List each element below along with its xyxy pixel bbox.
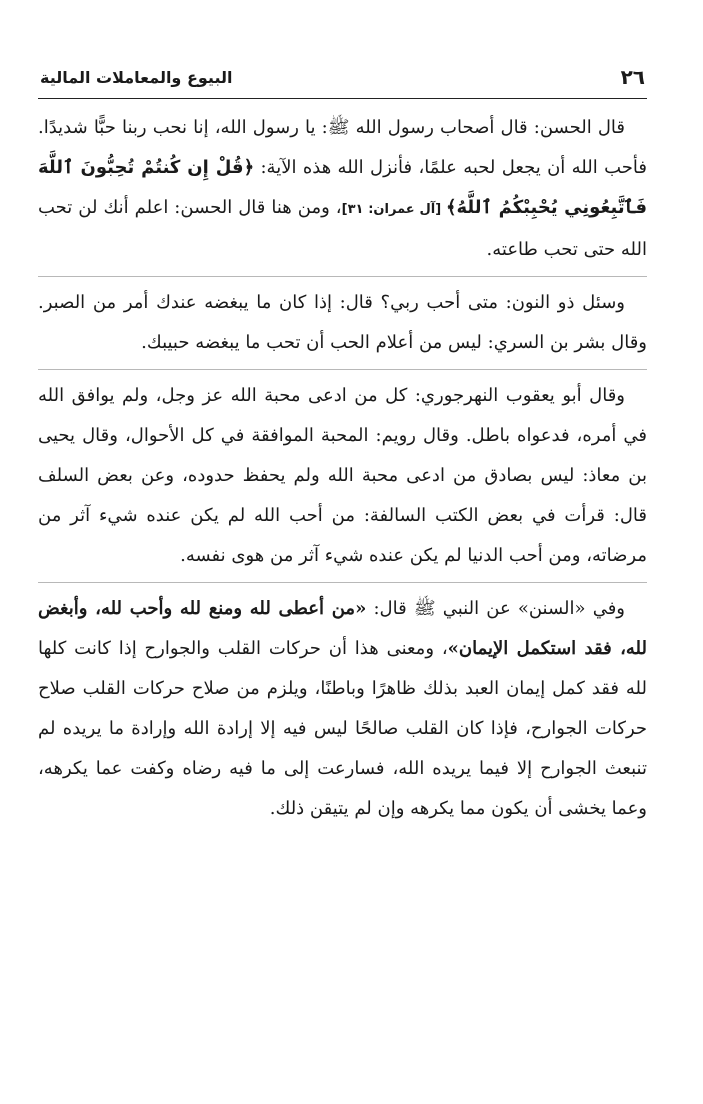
page-number: ٢٦ <box>620 65 645 89</box>
paragraph-3 <box>38 376 647 576</box>
page-header <box>40 60 645 94</box>
paragraph-separator <box>38 582 647 583</box>
body-text <box>38 108 647 829</box>
paragraph-2: وسئل ذو النون: متى أحب ربي؟ قال: إذا كان ما يبغضه عندك أمر من الصبر. وقال بشر بن السري: ليس من أعلام الحب أن تحب ما يبغضه حبيبك. <box>38 292 647 353</box>
quran-verse: ﴿قُلْ إِن كُنتُمْ تُحِبُّونَ ٱللَّهَ فَٱتَّبِعُونِي يُحْبِبْكُمُ ٱللَّهُ﴾ <box>38 157 647 218</box>
header-rule <box>38 98 647 99</box>
paragraph-separator <box>38 369 647 370</box>
running-title: البيوع والمعاملات المالية <box>40 67 233 87</box>
paragraph-1-text-a: قال الحسن: قال أصحاب رسول الله ﷺ: يا رسول الله، إنا نحب ربنا حبًّا شديدًا. فأحب الله أن يجعل لحبه علمًا، فأنزل الله هذه الآية: <box>38 117 647 178</box>
paragraph-4 <box>38 589 647 829</box>
paragraph-1 <box>38 108 647 270</box>
paragraph-separator <box>38 276 647 277</box>
verse-reference: [آل عمران: ٣١] <box>341 202 446 217</box>
paragraph-3-text-a: وقال أبو يعقوب النهرجوري: كل من ادعى محبة الله عز وجل، ولم يوافق الله في أمره، فدعواه باطل. وقال رويم: المحبة الموافقة في كل الأحوال، وقال يحيى بن معاذ: ليس بصادق من ادعى محبة الله ولم يحفظ حدوده، وعن بعض السلف قال: قرأت في بعض الكتب السالفة: <box>38 385 647 526</box>
paragraph-4-text-a: وفي «السنن» عن النبي ﷺ قال: <box>366 598 625 619</box>
paragraph-3-text-b: من أحب الله لم يكن عنده شيء آثر من مرضاته، ومن أحب الدنيا لم يكن عنده شيء آثر من هوى نفسه. <box>38 505 647 566</box>
hadith-quote: «من أعطى لله ومنع لله وأحب لله، وأبغض لله، فقد استكمل الإيمان» <box>38 598 647 659</box>
paragraph-1-text-b: ، ومن هنا قال الحسن: اعلم أنك لن تحب الله حتى تحب طاعته. <box>38 197 647 260</box>
paragraph-4-text-b: ، ومعنى هذا أن حركات القلب والجوارح إذا كانت كلها لله فقد كمل إيمان العبد بذلك ظاهرًا وباطنًا، ويلزم من صلاح حركات القلب صلاح حركات الجوارح، فإذا كان القلب صالحًا ليس فيه إلا إرادة الله وإرادة ما يريده لم تنبعث الجوارح إلا فيما يريده الله، فسارعت إلى ما فيه رضاه وكفت عما يكرهه، وعما يخشى أن يكون مما يكرهه وإن لم يتيقن ذلك. <box>38 638 647 819</box>
